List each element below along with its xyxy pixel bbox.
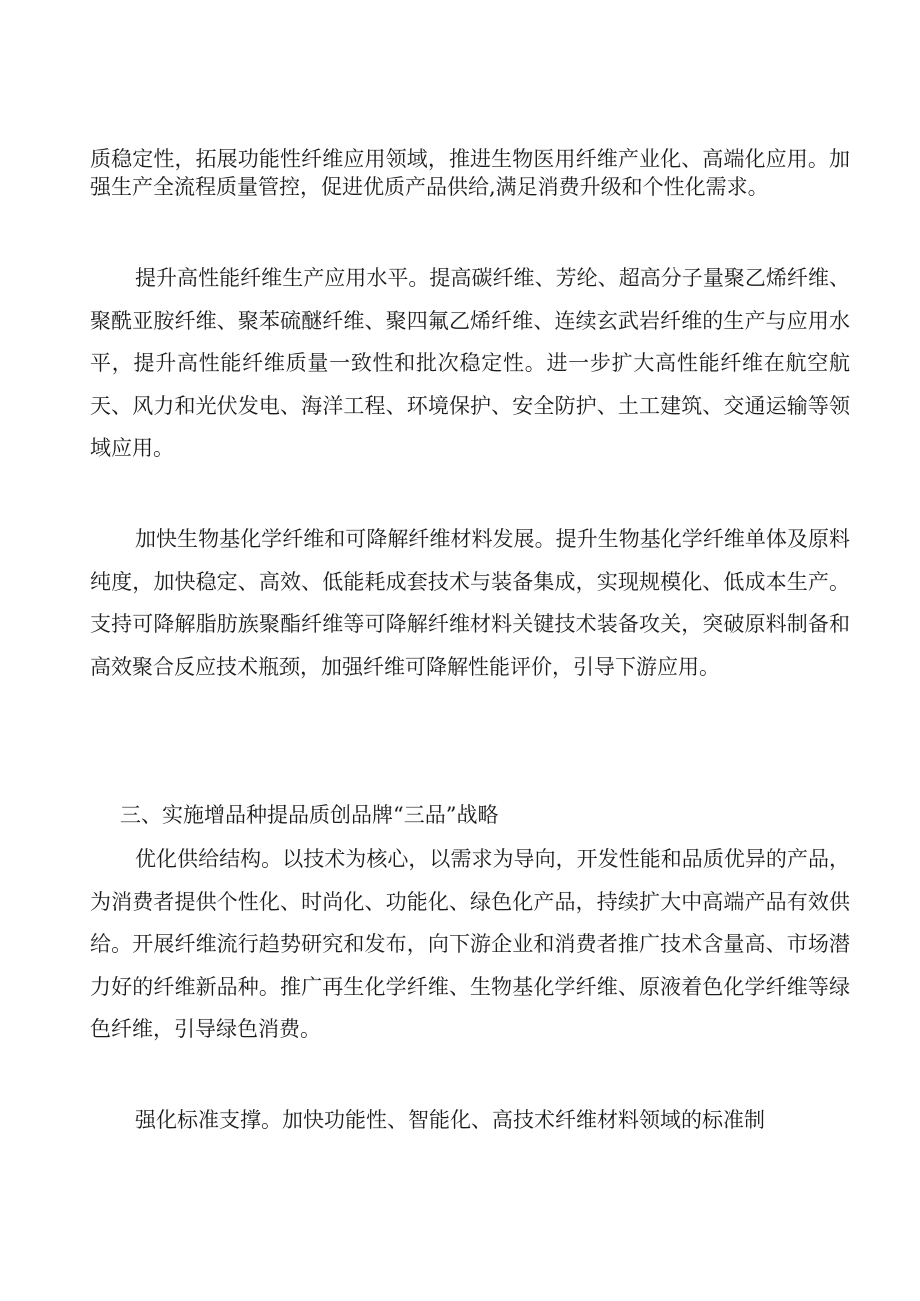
paragraph-high-performance-fiber: 提升高性能纤维生产应用水平。提高碳纤维、芳纶、超高分子量聚乙烯纤维、聚酰亚胺纤维、聚苯硫醚纤维、聚四氟乙烯纤维、连续玄武岩纤维的生产与应用水平，提升高性能纤维质量一致性和批次稳定性。进一步扩大高性能纤维在航空航天、风力和光伏发电、海洋工程、环境保护、安全防护、土工建筑、交通运输等领域应用。 [90, 266, 850, 460]
section-heading-three-products: 三、实施增品种提品质创品牌“三品”战略 [120, 803, 499, 827]
paragraph-functional-fiber: 质稳定性，拓展功能性纤维应用领域，推进生物医用纤维产业化、高端化应用。加强生产全流程质量管控，促进优质产品供给,满足消费升级和个性化需求。 [90, 147, 850, 199]
paragraph-bio-based-fiber: 加快生物基化学纤维和可降解纤维材料发展。提升生物基化学纤维单体及原料纯度，加快稳定、高效、低能耗成套技术与装备集成，实现规模化、低成本生产。支持可降解脂肪族聚酯纤维等可降解纤维材料关键技术装备攻关，突破原料制备和高效聚合反应技术瓶颈，加强纤维可降解性能评价，引导下游应用。 [90, 527, 850, 679]
paragraph-standard-support: 强化标准支撑。加快功能性、智能化、高技术纤维材料领域的标准制 [135, 1108, 765, 1132]
paragraph-optimize-supply: 优化供给结构。以技术为核心，以需求为导向，开发性能和品质优异的产品，为消费者提供个性化、时尚化、功能化、绿色化产品，持续扩大中高端产品有效供给。开展纤维流行趋势研究和发布，向下游企业和消费者推广技术含量高、市场潜力好的纤维新品种。推广再生化学纤维、生物基化学纤维、原液着色化学纤维等绿色纤维，引导绿色消费。 [90, 847, 850, 1041]
